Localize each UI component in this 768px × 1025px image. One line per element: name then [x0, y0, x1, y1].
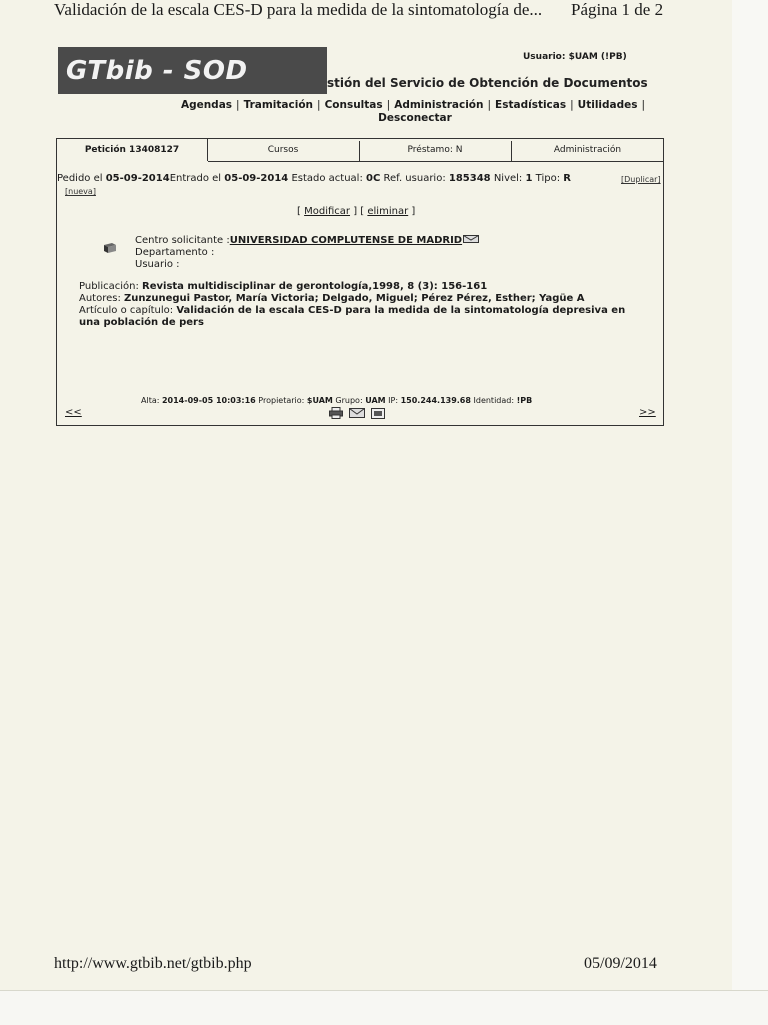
print-header-page: Página 1 de 2: [571, 0, 664, 19]
record-meta: Alta: 2014-09-05 10:03:16 Propietario: $UAM Grupo: UAM IP: 150.244.139.68 Identidad: !PB: [141, 396, 533, 405]
page-edge-bottom: [0, 990, 768, 1025]
usuario-label: Usuario :: [135, 259, 180, 270]
print-footer-url: http://www.gtbib.net/gtbib.php: [54, 955, 252, 972]
request-summary: Pedido el 05-09-2014Entrado el 05-09-2014 Estado actual: 0C Ref. usuario: 185348 Nivel: 1 Tipo: R: [57, 173, 571, 184]
current-user: Usuario: $UAM (!PB): [523, 52, 627, 62]
request-actions: [ Modificar ] [ eliminar ]: [297, 206, 416, 217]
entrado-date: 05-09-2014: [224, 173, 289, 184]
card-icon[interactable]: [371, 408, 385, 419]
publication-value: Revista multidisciplinar de gerontología,1998, 8 (3): 156-161: [142, 281, 488, 292]
ref-value: 185348: [448, 173, 491, 184]
mail-icon[interactable]: [349, 408, 365, 418]
print-header-title: Validación de la escala CES-D para la medida de la sintomatología de...: [54, 0, 543, 19]
centro-block: Centro solicitante :UNIVERSIDAD COMPLUTENSE DE MADRID Departamento : Usuario :: [135, 235, 479, 271]
tab-cursos[interactable]: Cursos: [267, 145, 299, 155]
tab-peticion[interactable]: Petición 13408127: [57, 139, 208, 161]
pedido-date: 05-09-2014: [105, 173, 170, 184]
main-nav: Agendas | Tramitación | Consultas | Administración | Estadísticas | Utilidades | Desconectar: [180, 99, 646, 124]
tab-prestamo[interactable]: Préstamo: N: [407, 145, 463, 155]
publication-block: Publicación: Revista multidisciplinar de gerontología,1998, 8 (3): 156-161 Autores: Zunzunegui Pastor, María Victoria; Delgado, Miguel; Pérez Pérez, Esther; Yagüe A Artículo o capítulo: Validación de la escala CES-D para la medida de la sintomatología depresiva en una población de pers: [79, 281, 626, 328]
centro-value[interactable]: UNIVERSIDAD COMPLUTENSE DE MADRID: [229, 235, 463, 246]
tipo-value: R: [563, 173, 571, 184]
nav-consultas[interactable]: Consultas: [324, 99, 383, 111]
request-panel: [56, 138, 664, 426]
logo-text: GTbib - SOD: [66, 55, 248, 86]
app-logo: [58, 47, 327, 94]
nav-utilidades[interactable]: Utilidades: [577, 99, 638, 111]
articulo-value: Validación de la escala CES-D para la medida de la sintomatología depresiva en una población de pers: [79, 305, 626, 328]
mail-icon[interactable]: [463, 235, 479, 243]
tab-administracion[interactable]: Administración: [553, 145, 622, 155]
nav-agendas[interactable]: Agendas: [180, 99, 233, 111]
nav-estadisticas[interactable]: Estadísticas: [495, 99, 567, 111]
app-subtitle: stión del Servicio de Obtención de Documentos: [327, 76, 648, 90]
nivel-value: 1: [525, 173, 533, 184]
duplicar-link[interactable]: [Duplicar]: [621, 175, 661, 184]
page-edge: [732, 0, 768, 990]
departamento-label: Departamento :: [135, 247, 215, 258]
printer-icon[interactable]: [329, 407, 343, 419]
nueva-link[interactable]: [nueva]: [65, 187, 96, 196]
nav-tramitacion[interactable]: Tramitación: [243, 99, 314, 111]
prev-record-link[interactable]: <<: [65, 407, 82, 418]
modificar-link[interactable]: Modificar: [304, 206, 351, 217]
print-footer-date: 05/09/2014: [584, 955, 657, 972]
autores-value: Zunzunegui Pastor, María Victoria; Delgado, Miguel; Pérez Pérez, Esther; Yagüe A: [124, 293, 585, 304]
request-info-icon[interactable]: [103, 242, 117, 254]
eliminar-link[interactable]: eliminar: [367, 206, 409, 217]
estado-value: 0C: [366, 173, 381, 184]
next-record-link[interactable]: >>: [639, 407, 656, 418]
nav-desconectar[interactable]: Desconectar: [378, 112, 452, 124]
record-tools: [329, 407, 385, 419]
nav-administracion[interactable]: Administración: [394, 99, 484, 111]
tab-bar: [57, 139, 663, 161]
